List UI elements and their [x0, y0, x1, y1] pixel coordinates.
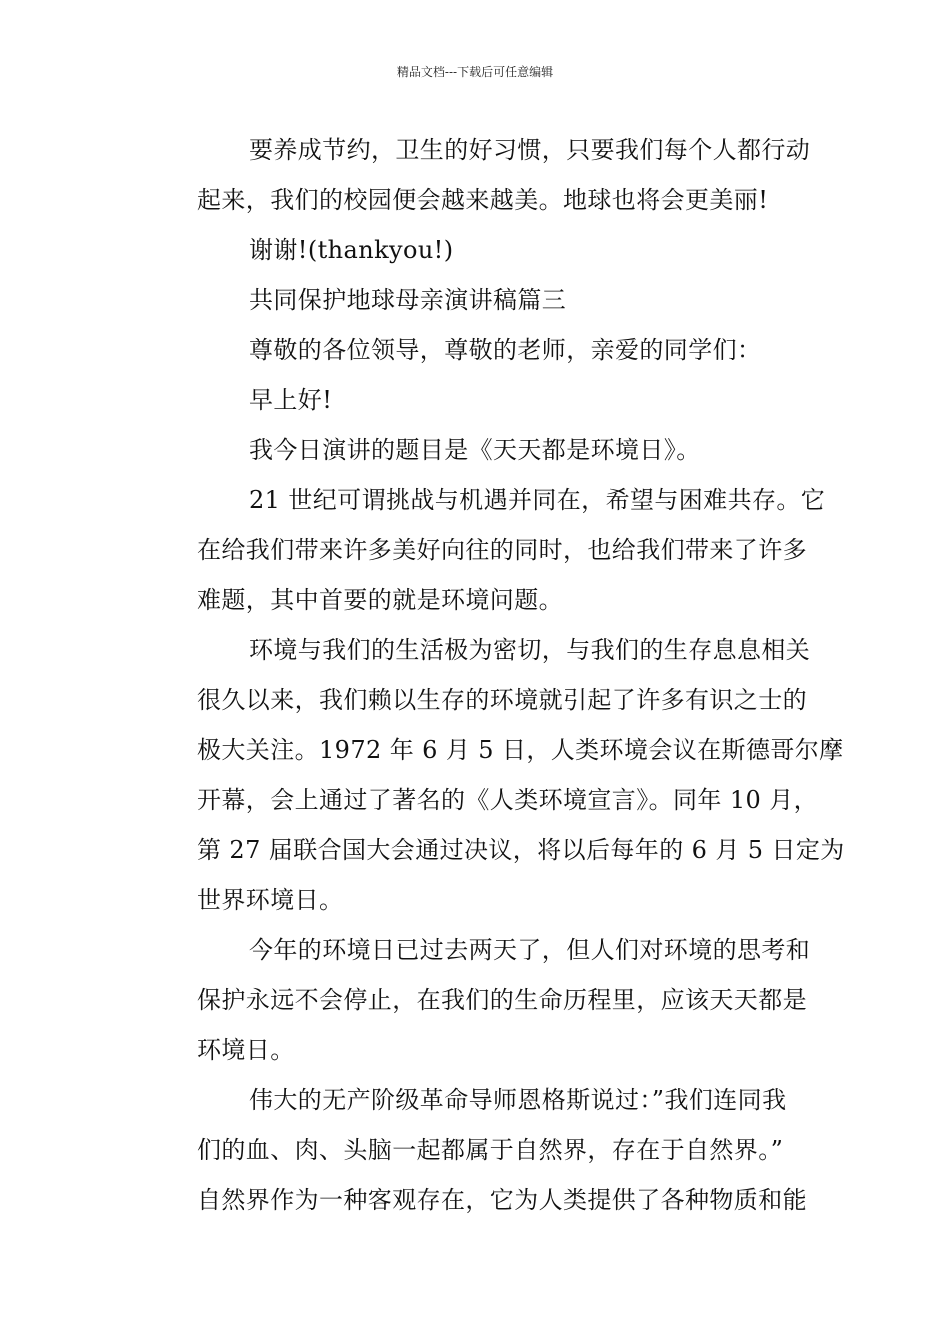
text-line: 尊敬的各位领导，尊敬的老师，亲爱的同学们： — [249, 336, 762, 364]
text-line: 自然界作为一种客观存在，它为人类提供了各种物质和能 — [197, 1186, 807, 1214]
paragraph — [145, 625, 845, 925]
text-line: 开幕，会上通过了著名的《人类环境宣言》。同年 10 月， — [197, 786, 818, 814]
text-line: 共同保护地球母亲演讲稿篇三 — [249, 286, 567, 314]
section-heading — [145, 275, 809, 325]
text-line: 伟大的无产阶级革命导师恩格斯说过：”我们连同我 — [249, 1086, 787, 1114]
paragraph — [145, 375, 809, 425]
text-line: 要养成节约，卫生的好习惯，只要我们每个人都行动 — [249, 136, 811, 164]
page-header: 精品文档---下载后可任意编辑 — [396, 65, 554, 79]
text-line: 谢谢!(thankyou!) — [249, 236, 454, 264]
paragraph — [145, 425, 809, 475]
text-line: 极大关注。1972 年 6 月 5 日，人类环境会议在斯德哥尔摩 — [197, 736, 844, 764]
paragraph — [145, 325, 809, 375]
text-line: 今年的环境日已过去两天了，但人们对环境的思考和 — [249, 936, 811, 964]
paragraph — [145, 125, 809, 225]
text-line: 难题，其中首要的就是环境问题。 — [197, 586, 563, 614]
text-line: 环境日。 — [197, 1036, 295, 1064]
text-line: 早上好! — [249, 386, 333, 414]
document-body — [145, 125, 845, 1225]
paragraph — [145, 475, 826, 625]
text-line: 起来，我们的校园便会越来越美。地球也将会更美丽! — [197, 186, 769, 214]
text-line: 环境与我们的生活极为密切，与我们的生存息息相关 — [249, 636, 811, 664]
text-line: 21 世纪可谓挑战与机遇并同在，希望与困难共存。它 — [249, 486, 826, 514]
text-line: 在给我们带来许多美好向往的同时，也给我们带来了许多 — [197, 536, 807, 564]
paragraph — [145, 225, 809, 275]
text-line: 很久以来，我们赖以生存的环境就引起了许多有识之士的 — [197, 686, 807, 714]
text-line: 我今日演讲的题目是《天天都是环境日》。 — [249, 436, 701, 464]
text-line: 世界环境日。 — [197, 886, 344, 914]
paragraph — [145, 1075, 809, 1225]
text-line: 保护永远不会停止，在我们的生命历程里，应该天天都是 — [197, 986, 807, 1014]
text-line: 们的血、肉、头脑一起都属于自然界，存在于自然界。” — [197, 1136, 784, 1164]
paragraph — [145, 925, 809, 1075]
text-line: 第 27 届联合国大会通过决议，将以后每年的 6 月 5 日定为 — [197, 836, 845, 864]
